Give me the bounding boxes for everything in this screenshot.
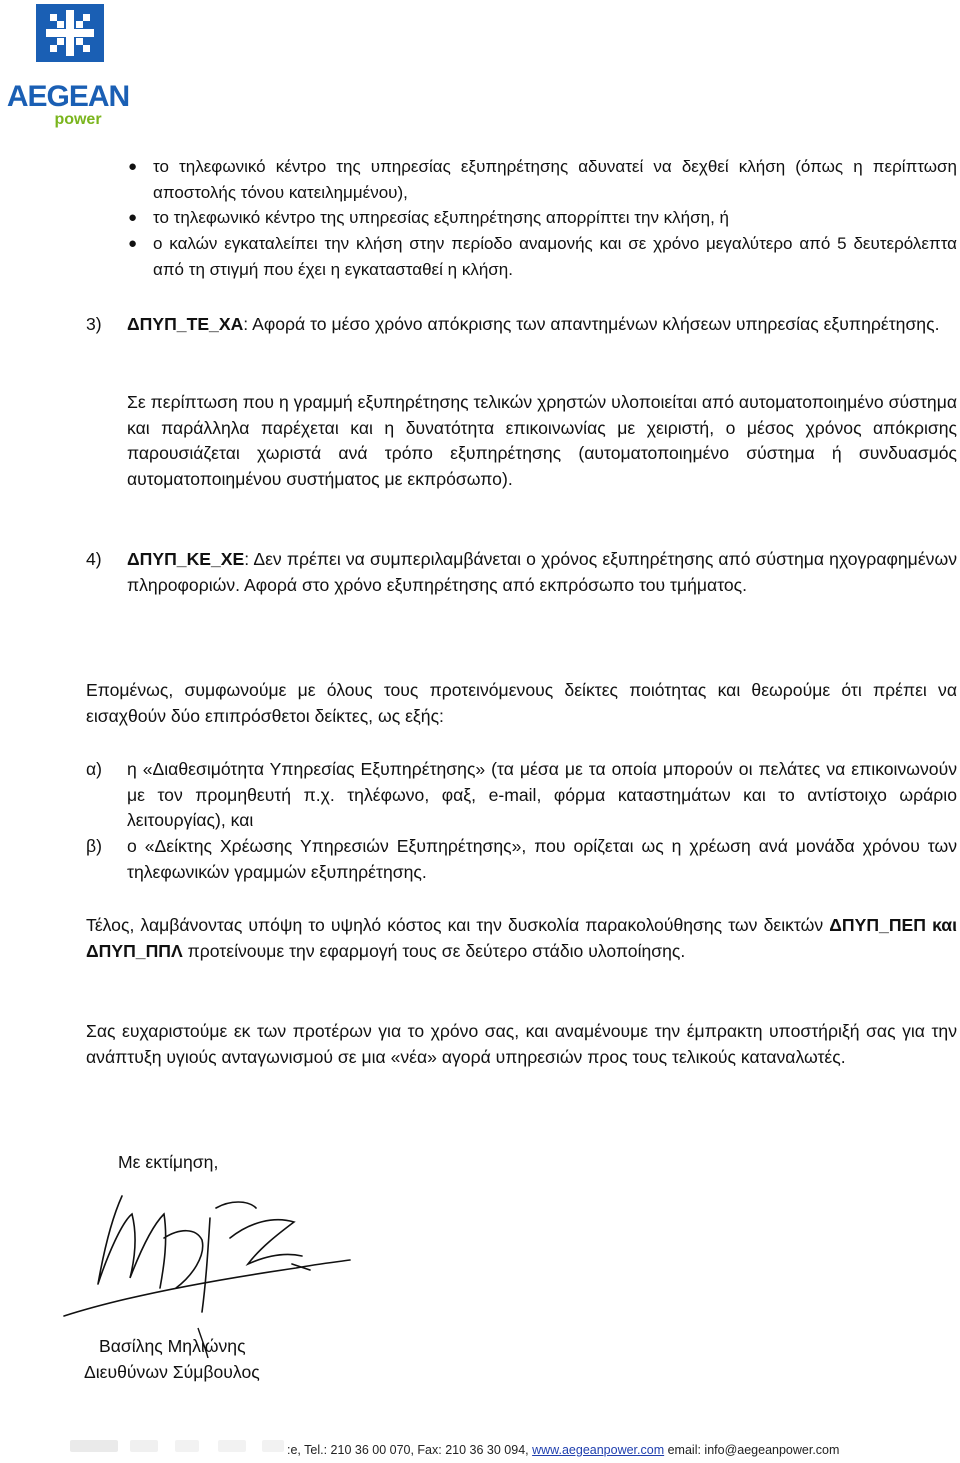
page-footer	[0, 1436, 960, 1463]
bullet-item-3: ο καλών εγκαταλείπει την κλήση στην περίοδο αναμονής και σε χρόνο μεγαλύτερο από 5 δευτερόλεπτα από τη στιγμή που έχει η εγκατασταθεί η κλήση.	[153, 234, 957, 279]
item-number: 4)	[86, 549, 102, 569]
handwritten-signature	[60, 1178, 360, 1358]
bullet-dot: ●	[128, 158, 138, 175]
footer-faded-mark	[262, 1440, 284, 1452]
proposal-b: ο «Δείκτης Χρέωσης Υπηρεσιών Εξυπηρέτησης», που ορίζεται ως η χρέωση ανά μονάδα χρόνου των τηλεφωνικών γραμμών εξυπηρέτησης.	[127, 836, 957, 882]
proposal-label: β)	[86, 836, 102, 856]
item-4-definition	[127, 547, 957, 598]
proposal-label: α)	[86, 759, 103, 779]
logo-brand-text: AEGEAN	[6, 80, 130, 113]
proposal-a: η «Διαθεσιμότητα Υπηρεσίας Εξυπηρέτησης» (τα μέσα με τα οποία μπορούν οι πελάτες να επικοινωνούν με τον προμηθευτή π.χ. τηλέφωνο, φαξ, e-mail, φόρμα καταστημάτων και το αντίστοιχο ωράριο λειτουργίας), και	[127, 759, 957, 830]
final-bold-codes: ΔΠΥΠ_ΠΕΠ και ΔΠΥΠ_ΠΠΛ	[86, 915, 957, 961]
final-paragraph	[86, 913, 957, 964]
footer-website-link[interactable]: www.aegeanpower.com	[532, 1443, 665, 1457]
item-4-text: : Δεν πρέπει να συμπεριλαμβάνεται ο χρόνος εξυπηρέτησης από σύστημα ηχογραφημένων πληροφοριών. Αφορά στο χρόνο εξυπηρέτησης από εκπρόσωπο του τμήματος.	[127, 549, 957, 595]
bullet-dot: ●	[128, 209, 138, 226]
bullet-item-1: το τηλεφωνικό κέντρο της υπηρεσίας εξυπηρέτησης αδυνατεί να δεχθεί κλήση (όπως η περίπτωση αποστολής τόνου κατειλημμένου),	[153, 157, 957, 202]
bullet-dot: ●	[128, 235, 138, 252]
footer-faded-mark	[218, 1440, 246, 1452]
bullet-item-2: το τηλεφωνικό κέντρο της υπηρεσίας εξυπηρέτησης απορρίπτει την κλήση, ή	[153, 208, 729, 227]
item-3-definition	[127, 312, 957, 338]
footer-faded-mark	[130, 1440, 158, 1452]
footer-phone-fax: :e, Tel.: 210 36 00 070, Fax: 210 36 30 094,	[287, 1443, 533, 1457]
final-tail: προτείνουμε την εφαρμογή τους σε δεύτερο στάδιο υλοποίησης.	[182, 940, 686, 961]
footer-faded-logo	[70, 1440, 118, 1452]
aegean-power-logo	[6, 2, 131, 128]
footer-contact	[287, 1443, 839, 1457]
footer-faded-mark	[175, 1440, 199, 1452]
conclusion-paragraph: Επομένως, συμφωνούμε με όλους τους προτεινόμενους δείκτες ποιότητας και θεωρούμε ότι πρέπει να εισαχθούν δύο επιπρόσθετοι δείκτες, ως εξής:	[86, 680, 957, 726]
signatory-title: Διευθύνων Σύμβουλος	[84, 1362, 260, 1382]
indicator-code: ΔΠΥΠ_ΤΕ_ΧΑ	[127, 314, 244, 334]
thanks-paragraph: Σας ευχαριστούμε εκ των προτέρων για το χρόνο σας, και αναμένουμε την έμπρακτη υποστήριξή σας για την ανάπτυξη υγιούς ανταγωνισμού σε μια «νέα» αγορά υπηρεσιών προς τους τελικούς καταναλωτές.	[86, 1021, 957, 1067]
item-3-text: : Αφορά το μέσο χρόνο απόκρισης των απαντημένων κλήσεων υπηρεσίας εξυπηρέτησης.	[243, 314, 940, 334]
indicator-code: ΔΠΥΠ_ΚΕ_ΧΕ	[127, 549, 245, 569]
logo-sub-text: power	[54, 111, 102, 128]
closing-text: Με εκτίμηση,	[118, 1152, 219, 1172]
signatory-name: Βασίλης Μηλιώνης	[99, 1336, 246, 1356]
item-number: 3)	[86, 314, 102, 334]
final-lead: Τέλος, λαμβάνοντας υπόψη το υψηλό κόστος και την δυσκολία παρακολούθησης των δεικτών	[86, 915, 830, 935]
footer-email: email: info@aegeanpower.com	[664, 1443, 840, 1457]
item-3-paragraph: Σε περίπτωση που η γραμμή εξυπηρέτησης τελικών χρηστών υλοποιείται από αυτοματοποιημένο σύστημα και παράλληλα παρέχεται και η δυνατότητα επικοινωνίας με χειριστή, ο μέσος χρόνος απόκρισης παρουσιάζεται χωριστά ανά τρόπο εξυπηρέτησης (αυτοματοποιημένο σύστημα ή συνδυασμός αυτοματοποιημένου συστήματος με εκπρόσωπο).	[127, 392, 957, 489]
